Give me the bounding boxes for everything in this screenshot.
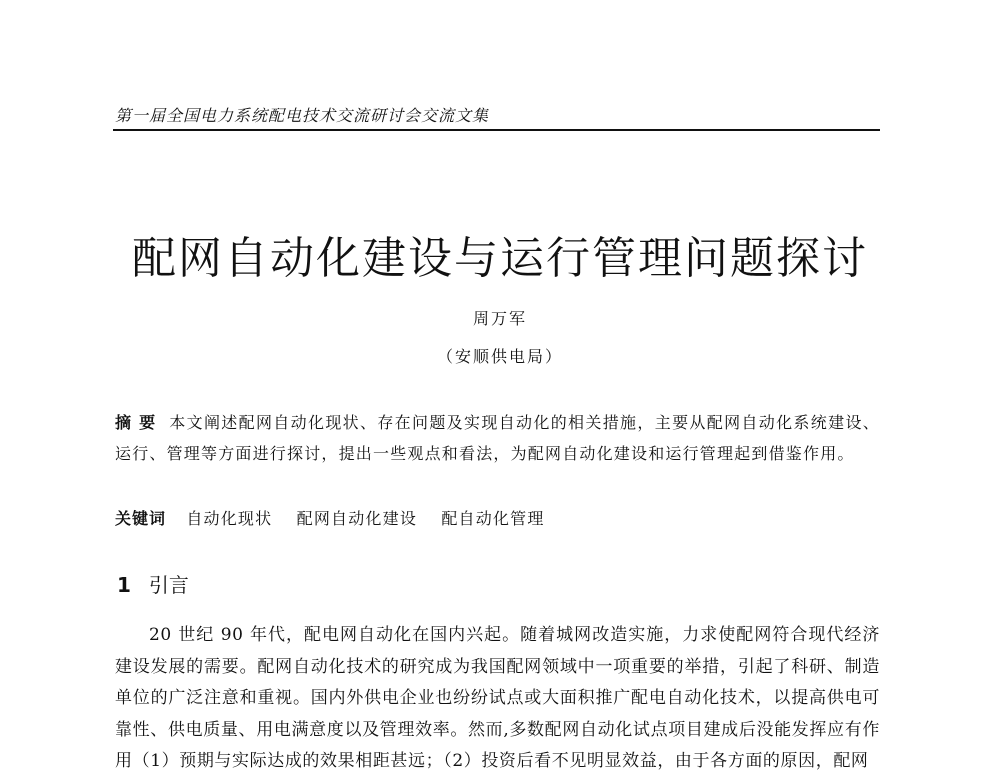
- abstract: [115, 408, 880, 469]
- keywords: [115, 506, 880, 529]
- keyword-item: 配网自动化建设: [296, 509, 418, 528]
- author-name: 周万军: [472, 309, 527, 328]
- author-affiliation: （安顺供电局）: [436, 347, 563, 366]
- abstract-label: 摘要: [115, 413, 164, 432]
- section-number: 1: [117, 573, 131, 597]
- keywords-label: 关键词: [115, 509, 167, 528]
- paper-title: 配网自动化建设与运行管理问题探讨: [132, 233, 868, 284]
- running-header: 第一届全国电力系统配电技术交流研讨会交流文集: [115, 106, 490, 125]
- section-title: 引言: [148, 573, 189, 597]
- header-rule: [113, 129, 880, 131]
- abstract-text: 本文阐述配网自动化现状、存在问题及实现自动化的相关措施，主要从配网自动化系统建设、运行、管理等方面进行探讨，提出一些观点和看法，为配网自动化建设和运行管理起到借鉴作用。: [115, 413, 880, 463]
- keyword-item: 配自动化管理: [441, 509, 545, 528]
- keyword-item: 自动化现状: [186, 509, 273, 528]
- section-heading: [117, 569, 189, 598]
- body-paragraph: 20 世纪 90 年代，配电网自动化在国内兴起。随着城网改造实施，力求使配网符合现代经济建设发展的需要。配网自动化技术的研究成为我国配网领域中一项重要的举措，引起了科研、制造单位的广泛注意和重视。国内外供电企业也纷纷试点或大面积推广配电自动化技术，以提高供电可靠性、供电质量、用电满意度以及管理效率。然而,多数配网自动化试点项目建成后没能发挥应有作用（1）预期与实际达成的效果相距甚远；（2）投资后看不见明显效益，由于各方面的原因，配网: [115, 625, 880, 771]
